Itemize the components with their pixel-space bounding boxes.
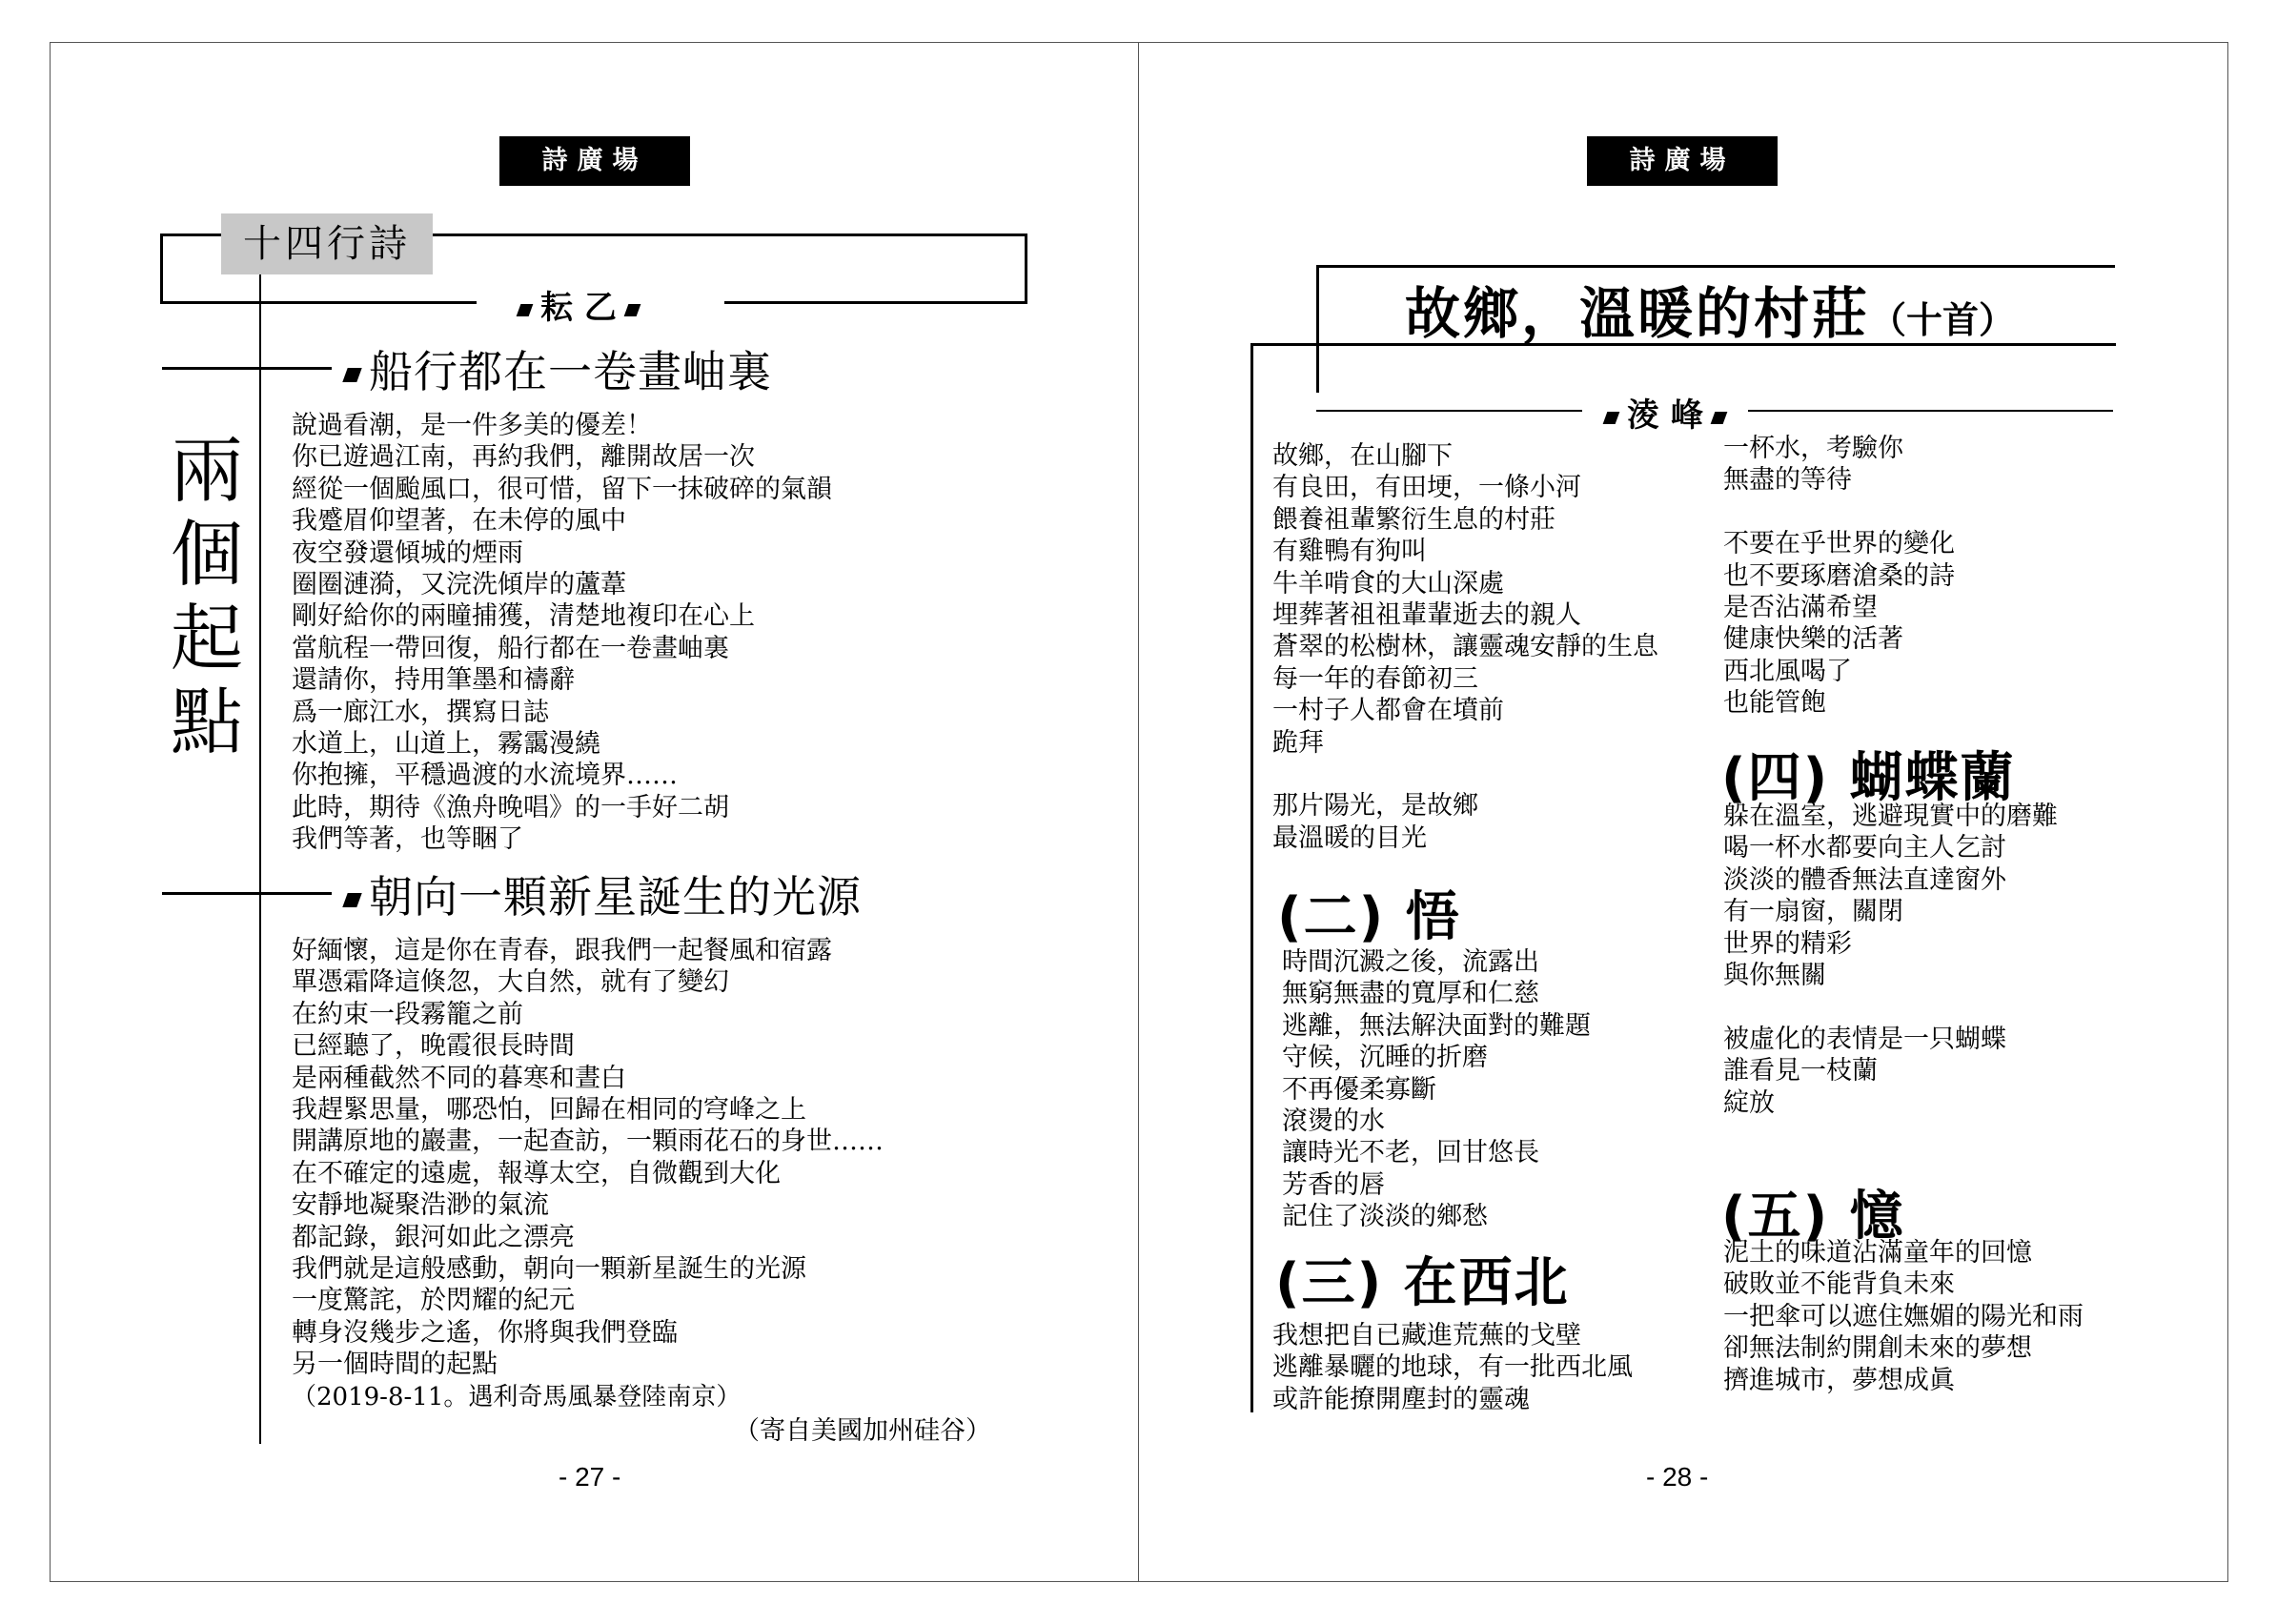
section-3-poem xyxy=(1272,1320,1633,1415)
vertical-title-char: 個 xyxy=(171,512,243,597)
poem-line: 圈圈漣漪，又浣洗傾岸的蘆葦 xyxy=(292,569,626,599)
poem-line: 擠進城市，夢想成眞 xyxy=(1723,1365,1955,1395)
poem-line: 不再優柔寡斷 xyxy=(1282,1074,1436,1105)
origin-note: （寄自美國加州硅谷） xyxy=(734,1416,991,1446)
right-author-name: 淩 峰 xyxy=(1627,396,1703,435)
poem-line: 記住了淡淡的鄉愁 xyxy=(1282,1202,1488,1232)
poem-line: 綻放 xyxy=(1723,1087,1775,1118)
poem-line: 當航程一帶回復，船行都在一卷畫岫裏 xyxy=(292,633,729,663)
section-4-poem xyxy=(1723,801,2058,1119)
poem-line: 餵養祖輩繁衍生息的村莊 xyxy=(1272,504,1555,535)
right-col2-top xyxy=(1723,433,1955,720)
date-note: （2019-8-11。遇利奇馬風暴登陸南京） xyxy=(292,1383,742,1411)
poem-line: 一村子人都會在墳前 xyxy=(1272,696,1504,726)
part1-title xyxy=(335,337,772,400)
poem-line: 是否沾滿希望 xyxy=(1723,592,1878,622)
square-ornament-icon xyxy=(342,368,361,382)
part1-title-text: 船行都在一卷畫岫裏 xyxy=(369,346,772,397)
poem-line: 最溫暖的目光 xyxy=(1272,822,1427,853)
vertical-title-char: 兩 xyxy=(171,428,243,513)
poem-line: 在不確定的遠處，報導太空，自微觀到大化 xyxy=(292,1158,781,1188)
poem-line: 是兩種截然不同的暮寒和晝白 xyxy=(292,1063,626,1093)
right-title-text: 故鄉，溫暖的村莊 xyxy=(1405,281,1871,346)
poem-line: 牛羊啃食的大山深處 xyxy=(1272,568,1504,599)
left-vertical-axis xyxy=(259,274,261,1444)
poem-line: 一把傘可以遮住嫵媚的陽光和雨 xyxy=(1723,1301,2084,1331)
poem-line: 你抱擁，平穩過渡的水流境界…… xyxy=(292,761,678,791)
poem-line: 或許能撩開塵封的靈魂 xyxy=(1272,1384,1530,1414)
section-3-title: (三) 在西北 xyxy=(1275,1252,1570,1314)
section-2-poem xyxy=(1282,946,1591,1233)
poem-line: 我們就是這般感動，朝向一顆新星誕生的光源 xyxy=(292,1253,806,1284)
poem-line: 夜空發還傾城的煙雨 xyxy=(292,538,523,568)
part2-title xyxy=(335,863,862,925)
section-5-title: (五) 憶 xyxy=(1721,1186,1905,1248)
square-ornament-icon xyxy=(1603,412,1620,424)
poem-line: 健康快樂的活著 xyxy=(1723,624,1903,655)
left-author-name: 耘 乙 xyxy=(540,289,617,327)
vertical-title xyxy=(164,429,250,764)
right-page-number: - 28 - xyxy=(1646,1462,1709,1492)
left-author xyxy=(496,281,661,328)
left-title-box-bottom-right xyxy=(724,301,1027,304)
poem-line: 經從一個颱風口，很可惜，留下一抹破碎的氣韻 xyxy=(292,474,832,504)
poem-line xyxy=(1272,759,1658,790)
poem-line: 一度驚詫，於閃耀的紀元 xyxy=(292,1286,575,1316)
poem-line: 我蹙眉仰望著，在未停的風中 xyxy=(292,506,626,537)
poem-line: 每一年的春節初三 xyxy=(1272,663,1478,694)
square-ornament-icon xyxy=(1710,412,1727,424)
poem-line: 說過看潮，是一件多美的優差！ xyxy=(292,411,652,440)
vertical-title-char: 點 xyxy=(171,680,243,764)
poem-line: 被虛化的表情是一只蝴蝶 xyxy=(1723,1024,2006,1054)
poem-line: 我們等著，也等睏了 xyxy=(292,824,523,855)
poem-line: 有一扇窗，關閉 xyxy=(1723,897,1903,927)
poem-line: 另一個時間的起點 xyxy=(292,1350,498,1380)
left-title-box-right xyxy=(1025,233,1027,304)
poem-line: 躲在溫室，逃避現實中的磨難 xyxy=(1723,802,2058,831)
poem-line: 滾燙的水 xyxy=(1282,1106,1385,1136)
poem-line: 淡淡的體香無法直達窗外 xyxy=(1723,864,2006,895)
poem-line: 無盡的等待 xyxy=(1723,465,1852,496)
poem-line xyxy=(1723,497,1955,528)
poem-line: 逃離，無法解決面對的難題 xyxy=(1282,1010,1591,1041)
poem-line: 破敗並不能背負未來 xyxy=(1723,1269,1955,1300)
right-section-header: 詩廣場 xyxy=(1587,136,1778,186)
poem-line: 埋葬著祖祖輩輩逝去的親人 xyxy=(1272,599,1581,630)
poem-line: 單憑霜降這倏忽，大自然，就有了變幻 xyxy=(292,967,729,998)
poem-line: 那片陽光，是故鄉 xyxy=(1272,791,1478,822)
section-2-title: (二) 悟 xyxy=(1277,886,1461,948)
poem-line: 讓時光不老，回甘悠長 xyxy=(1282,1138,1539,1168)
section-5-poem xyxy=(1723,1237,2084,1396)
poem-line: 水道上，山道上，霧靄漫繞 xyxy=(292,728,600,759)
poem-line: 一杯水，考驗你 xyxy=(1723,434,1903,463)
poem-line: 有雞鴨有狗叫 xyxy=(1272,537,1427,567)
poem-line: 已經聽了，晚霞很長時間 xyxy=(292,1031,575,1062)
poem-line: 無窮無盡的寬厚和仁慈 xyxy=(1282,979,1539,1009)
left-title-box-left xyxy=(160,233,163,304)
right-title-vline xyxy=(1316,267,1319,393)
poem-line: 此時，期待《漁舟晚唱》的一手好二胡 xyxy=(292,792,729,822)
poem-line: 我趕緊思量，哪恐怕，回歸在相同的穹峰之上 xyxy=(292,1094,806,1125)
poem-line: 跪拜 xyxy=(1272,727,1324,758)
poem-line: 我想把自已藏進荒蕪的戈壁 xyxy=(1272,1321,1581,1350)
poem-line: 開講原地的巖畫，一起查訪，一顆雨花石的身世…… xyxy=(292,1127,884,1157)
poem-line: 守候，沉睡的折磨 xyxy=(1282,1043,1488,1073)
square-ornament-icon xyxy=(517,304,534,316)
page-spine xyxy=(1138,42,1139,1582)
poem-line: 蒼翠的松樹林，讓靈魂安靜的生息 xyxy=(1272,632,1658,662)
left-title-box-bottom-left xyxy=(162,301,477,304)
poem-line: 芳香的唇 xyxy=(1282,1169,1385,1200)
poem-line: 故鄉，在山腳下 xyxy=(1272,441,1453,471)
poem-line: 與你無關 xyxy=(1723,960,1826,990)
part2-rule xyxy=(162,892,332,895)
right-author xyxy=(1582,389,1748,436)
part2-title-text: 朝向一顆新星誕生的光源 xyxy=(369,871,862,923)
right-main-title xyxy=(1405,269,2015,349)
poem-line: 時間沉澱之後，流露出 xyxy=(1282,947,1539,977)
poem-line: 還請你，持用筆墨和禱辭 xyxy=(292,665,575,696)
right-col1-intro xyxy=(1272,440,1658,854)
right-outer-vline xyxy=(1250,343,1253,1412)
right-title-suffix: （十首） xyxy=(1870,298,2016,341)
poem-line: 喝一杯水都要向主人乞討 xyxy=(1723,833,2006,863)
part1-poem xyxy=(292,410,832,855)
part1-rule xyxy=(162,367,332,370)
poem-line: 剛好給你的兩瞳捕獲，清楚地複印在心上 xyxy=(292,601,755,632)
column-label: 十四行詩 xyxy=(221,213,433,274)
square-ornament-icon xyxy=(342,893,361,907)
section-4-title: (四) 蝴蝶蘭 xyxy=(1721,747,2016,809)
poem-line: 誰看見一枝蘭 xyxy=(1723,1056,1878,1086)
poem-line: 爲一廊江水，撰寫日誌 xyxy=(292,697,549,727)
left-page-number: - 27 - xyxy=(559,1462,621,1492)
poem-line: 在約束一段霧籠之前 xyxy=(292,999,523,1029)
left-section-header: 詩廣場 xyxy=(499,136,690,186)
poem-line: 也不要琢磨滄桑的詩 xyxy=(1723,560,1955,591)
poem-line: 泥土的味道沾滿童年的回憶 xyxy=(1723,1238,2032,1268)
poem-line: 有良田，有田埂，一條小河 xyxy=(1272,473,1581,503)
poem-line: 世界的精彩 xyxy=(1723,928,1852,959)
part2-poem xyxy=(292,935,884,1380)
poem-line: 不要在乎世界的變化 xyxy=(1723,529,1955,559)
poem-line: 逃離暴曬的地球，有一批西北風 xyxy=(1272,1352,1633,1383)
poem-line: 安靜地凝聚浩渺的氣流 xyxy=(292,1190,549,1221)
poem-line: 好緬懷，這是你在青春，跟我們一起餐風和宿露 xyxy=(292,936,832,965)
right-title-topline xyxy=(1316,265,2115,268)
vertical-title-char: 起 xyxy=(171,596,243,680)
poem-line: 也能管飽 xyxy=(1723,688,1826,719)
poem-line: 你已遊過江南，再約我們，離開故居一次 xyxy=(292,442,755,473)
poem-line xyxy=(1723,991,2058,1023)
poem-line: 轉身沒幾步之遙，你將與我們登臨 xyxy=(292,1317,678,1348)
poem-line: 西北風喝了 xyxy=(1723,656,1852,686)
poem-line: 卻無法制約開創未來的夢想 xyxy=(1723,1333,2032,1364)
poem-line: 都記錄，銀河如此之漂亮 xyxy=(292,1222,575,1252)
square-ornament-icon xyxy=(623,304,640,316)
